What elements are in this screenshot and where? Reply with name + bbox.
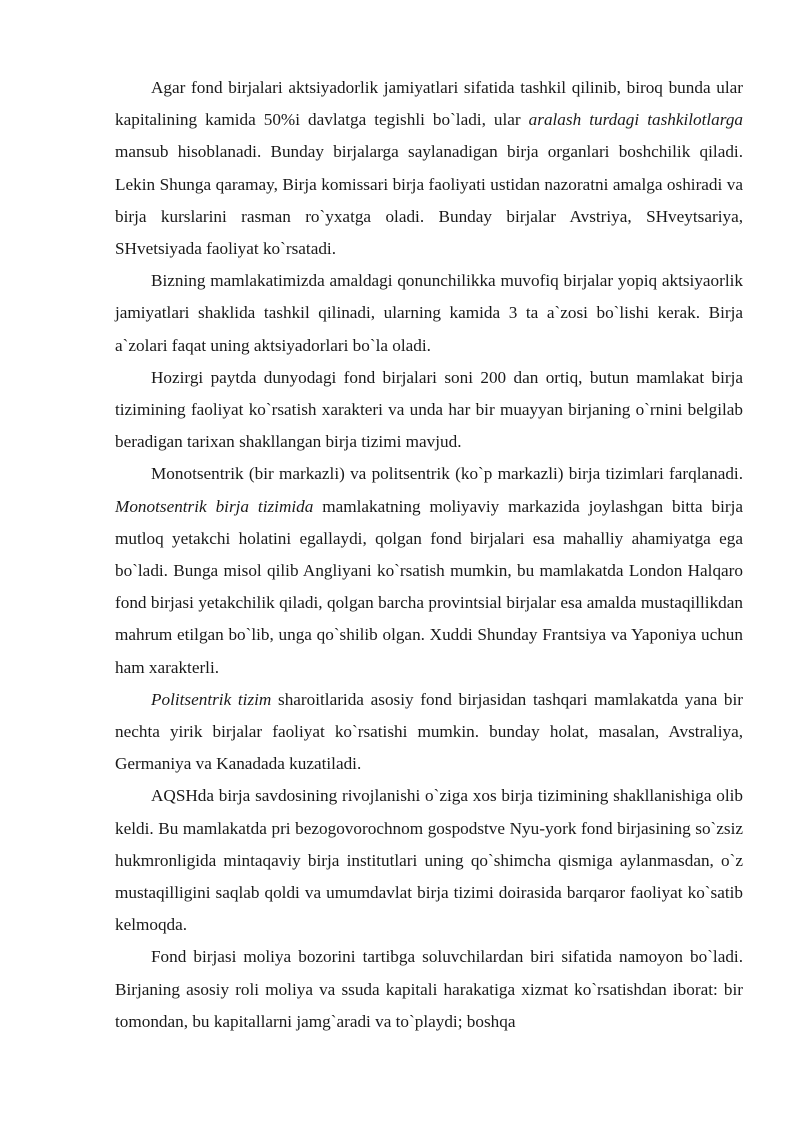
text-segment: Hozirgi paytda dunyodagi fond birjalari soni 200 dan ortiq, butun mamlakat birja tizimining faoliyat ko`rsatish xarakteri va unda har bir muayyan birjaning o`rnini belgilab beradigan tarixan shakllangan birja tizimi mavjud. — [115, 367, 743, 452]
text-segment: Agar fond birjalari aktsiyadorlik jamiyatlari sifatida tashkil qilinib, biroq bunda ular kapitalining kamida 50%i davlatga tegishli bo`ladi, ular — [115, 78, 743, 130]
italic-term: aralash turdagi tashkilotlarga — [528, 110, 744, 130]
text-segment: Fond birjasi moliya bozorini tartibga soluvchilardan biri sifatida namoyon bo`ladi. Birjaning asosiy roli moliya va ssuda kapitali harakatiga xizmat ko`rsatishdan iborat: bir tomondan, bu kapitallarni jamg`aradi va to`playdi; boshqa — [115, 947, 743, 1031]
paragraph-politsentrik — [115, 684, 743, 781]
text-segment: mansub hisoblanadi. Bunday birjalarga saylanadigan birja organlari boshchilik qiladi. Lekin Shunga qaramay, Birja komissari birja faoliyati ustidan nazoratni amalga oshiradi va birja kurslarini rasman ro`yxatga oladi. Bunday birjalar Avstriya, SHveytsariya, SHvetsiyada faoliyat ko`rsatadi. — [115, 142, 743, 259]
text-segment: Bizning mamlakatimizda amaldagi qonunchilikka muvofiq birjalar yopiq aktsiyaorlik jamiyatlari shaklida tashkil qilinadi, ularning kamida 3 ta a`zosi bo`lishi kerak. Birja a`zolari faqat uning aktsiyadorlari bo`la oladi. — [115, 271, 743, 355]
paragraph-fond-birjasi-roli — [115, 941, 743, 1038]
italic-term: Monotsentrik birja tizimida — [115, 496, 314, 516]
paragraph-yopiq-aktsiyadorlik — [115, 265, 743, 362]
italic-term: Politsentrik tizim — [151, 689, 272, 709]
text-segment: AQSHda birja savdosining rivojlanishi o`ziga xos birja tizimining shakllanishiga olib keldi. Bu mamlakatda pri bezogovorochnom gospodstve Nyu-york fond birjasining so`zsiz hukmronligida mintaqaviy birja institutlari uning qo`shimcha qismiga aylanmasdan, o`z mustaqilligini saqlab qoldi va umumdavlat birja tizimi doirasida barqaror faoliyat ko`satib kelmoqda. — [115, 786, 743, 935]
paragraph-birja-tizimi — [115, 362, 743, 459]
paragraph-monotsentrik — [115, 458, 743, 683]
text-segment: Monotsentrik (bir markazli) va politsentrik (ko`p markazli) birja tizimlari farqlanadi. — [151, 464, 743, 484]
paragraph-aralash-turdagi — [115, 72, 743, 265]
paragraph-aqsh — [115, 780, 743, 941]
document-page — [115, 72, 743, 1038]
text-segment: mamlakatning moliyaviy markazida joylashgan bitta birja mutloq yetakchi holatini egallaydi, qolgan fond birjalari esa mahalliy ahamiyatga ega bo`ladi. Bunga misol qilib Angliyani ko`rsatish mumkin, bu mamlakatda London Halqaro fond birjasi yetakchilik qiladi, qolgan barcha provintsial birjalar esa amalda mustaqillikdan mahrum etilgan bo`lib, unga qo`shilib olgan. Xuddi Shunday Frantsiya va Yaponiya uchun ham xarakterli. — [115, 496, 743, 677]
text-segment: sharoitlarida asosiy fond birjasidan tashqari mamlakatda yana bir nechta yirik birjalar faoliyat ko`rsatishi mumkin. bunday holat, masalan, Avstraliya, Germaniya va Kanadada kuzatiladi. — [115, 689, 744, 774]
